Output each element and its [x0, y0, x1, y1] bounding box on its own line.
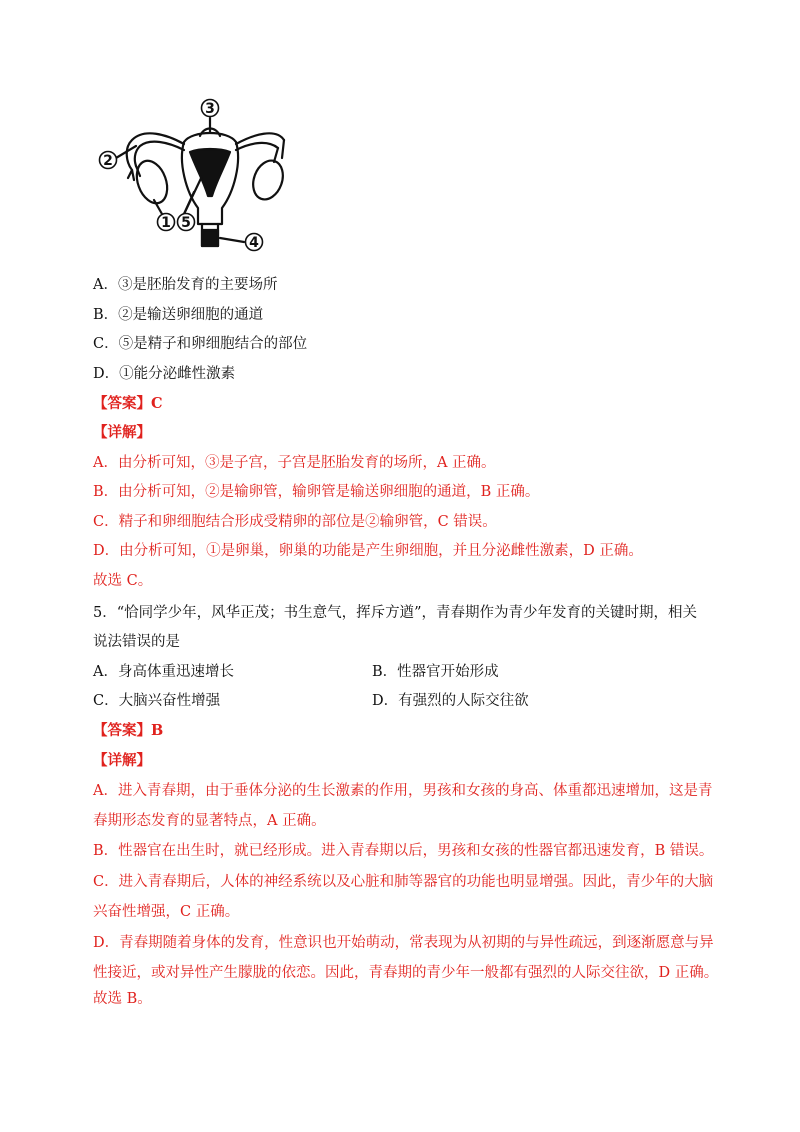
q4-option-d: D．①能分泌雌性激素 — [93, 366, 236, 382]
female-reproductive-system-figure — [96, 96, 286, 258]
q5-detail-heading: 【详解】 — [93, 752, 151, 769]
q5-answer: 【答案】B — [93, 722, 164, 739]
q4-option-c: C．⑤是精子和卵细胞结合的部位 — [93, 336, 308, 352]
q5-detail-c-line-2: 兴奋性增强，C 正确。 — [93, 904, 240, 920]
q5-option-d: D．有强烈的人际交往欲 — [372, 693, 529, 709]
q5-option-b: B．性器官开始形成 — [372, 664, 499, 680]
q4-detail-c: C．精子和卵细胞结合形成受精卵的部位是②输卵管，C 错误。 — [93, 514, 497, 530]
svg-text:2: 2 — [103, 153, 113, 169]
q5-conclusion: 故选 B。 — [93, 991, 152, 1007]
svg-text:4: 4 — [249, 235, 259, 251]
q5-stem-line-1: 5．“恰同学少年，风华正茂；书生意气，挥斥方遒”，青春期作为青少年发育的关键时期，相关 — [93, 605, 698, 621]
q5-detail-a-line-1: A．进入青春期，由于垂体分泌的生长激素的作用，男孩和女孩的身高、体重都迅速增加，这是青 — [93, 783, 713, 799]
q5-detail-c-line-1: C．进入青春期后，人体的神经系统以及心脏和肺等器官的功能也明显增强。因此，青少年的大脑 — [93, 874, 714, 890]
q4-detail-a: A．由分析可知，③是子宫，子宫是胚胎发育的场所，A 正确。 — [93, 455, 496, 471]
q5-detail-d-line-1: D．青春期随着身体的发育，性意识也开始萌动，常表现为从初期的与异性疏远，到逐渐愿意与异 — [93, 935, 714, 951]
q5-detail-d-line-2: 性接近，或对异性产生朦胧的依恋。因此，青春期的青少年一般都有强烈的人际交往欲，D 正确。 — [93, 965, 719, 981]
q4-answer: 【答案】C — [93, 395, 163, 412]
q5-detail-a-line-2: 春期形态发育的显著特点，A 正确。 — [93, 813, 326, 829]
q5-detail-b: B．性器官在出生时，就已经形成。进入青春期以后，男孩和女孩的性器官都迅速发育，B 错误。 — [93, 843, 714, 859]
q4-detail-d: D．由分析可知，①是卵巢，卵巢的功能是产生卵细胞，并且分泌雌性激素，D 正确。 — [93, 543, 643, 559]
q5-stem-line-2: 说法错误的是 — [93, 634, 180, 650]
q4-option-a: A．③是胚胎发育的主要场所 — [93, 277, 278, 293]
q4-detail-heading: 【详解】 — [93, 424, 151, 441]
q4-option-b: B．②是输送卵细胞的通道 — [93, 307, 264, 323]
q4-detail-b: B．由分析可知，②是输卵管，输卵管是输送卵细胞的通道，B 正确。 — [93, 484, 540, 500]
q5-option-c: C．大脑兴奋性增强 — [93, 693, 221, 709]
q5-option-a: A．身高体重迅速增长 — [93, 664, 234, 680]
q4-conclusion: 故选 C。 — [93, 573, 153, 589]
svg-text:3: 3 — [205, 101, 215, 117]
svg-text:1: 1 — [161, 215, 171, 231]
svg-text:5: 5 — [181, 215, 191, 231]
